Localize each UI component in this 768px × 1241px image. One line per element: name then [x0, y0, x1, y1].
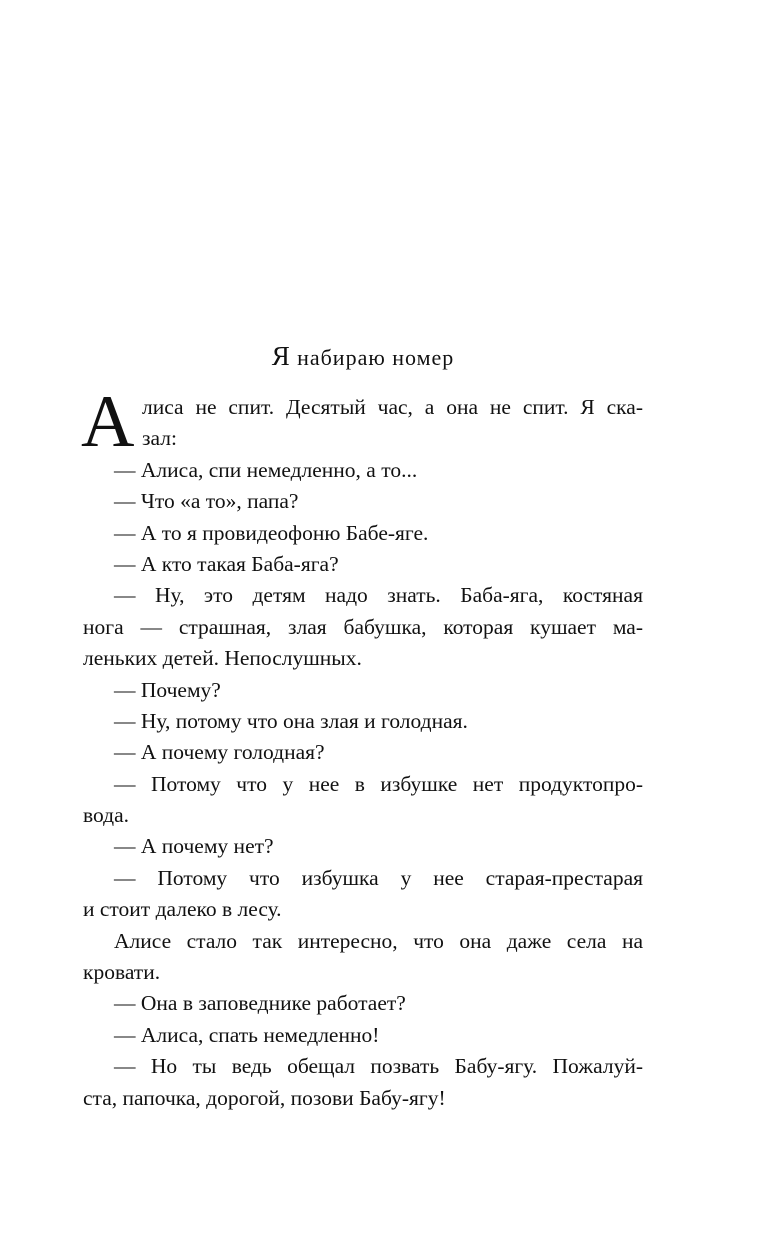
text-lines	[83, 455, 643, 1114]
text-line: вода.	[83, 803, 129, 828]
text-line: — А почему нет?	[114, 834, 274, 859]
text-line: — А кто такая Баба-яга?	[114, 551, 339, 576]
text-line: зал:	[142, 426, 177, 451]
text-line: — Ну, потому что она злая и голодная.	[114, 708, 468, 733]
text-line: Алисе стало так интересно, что она даже села на	[114, 928, 643, 953]
text-line: леньких детей. Непослушных.	[83, 646, 362, 671]
text-line: — Ну, это детям надо знать. Баба-яга, костяная	[114, 583, 643, 608]
text-line: лиса не спит. Десятый час, а она не спит. Я ска-	[142, 395, 643, 419]
text-line: — А почему голодная?	[114, 740, 325, 765]
text-line: — Почему?	[114, 677, 221, 702]
text-line: — Алиса, спи немедленно, а то...	[114, 457, 418, 482]
body-text	[81, 381, 643, 1114]
book-page	[83, 0, 643, 1241]
drop-cap: А	[81, 381, 135, 463]
text-line: — Потому что избушка у нее старая-престарая	[114, 865, 643, 890]
text-line: ста, папочка, дорогой, позови Бабу-ягу!	[83, 1085, 446, 1110]
chapter-title-rest: набираю номер	[297, 345, 455, 370]
text-line: нога — страшная, злая бабушка, которая кушает ма-	[83, 614, 643, 639]
text-line: — Алиса, спать немедленно!	[114, 1022, 380, 1047]
opening-paragraph	[81, 381, 643, 463]
text-line: — А то я провидеофоню Бабе-яге.	[114, 520, 429, 545]
text-line: — Что «а то», папа?	[114, 489, 299, 514]
text-line: — Потому что у нее в избушке нет продуктопро-	[114, 771, 643, 796]
text-line: — Но ты ведь обещал позвать Бабу-ягу. Пожалуй-	[114, 1054, 643, 1079]
text-line: и стоит далеко в лесу.	[83, 897, 282, 922]
text-line: — Она в заповеднике работает?	[114, 991, 406, 1016]
chapter-title-first-letter: Я	[271, 341, 290, 371]
text-line: кровати.	[83, 960, 161, 985]
chapter-title	[83, 338, 643, 376]
